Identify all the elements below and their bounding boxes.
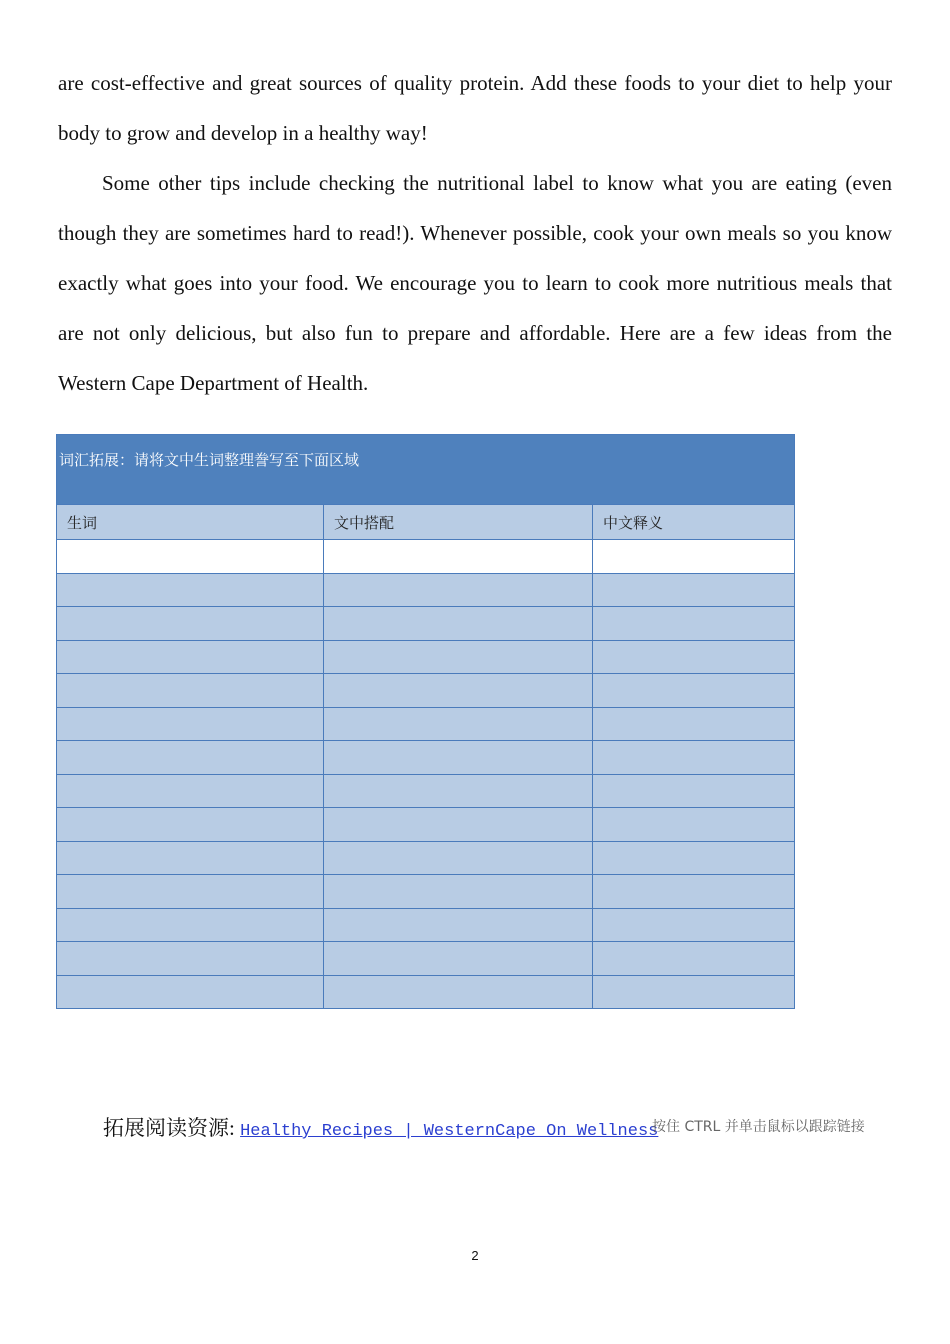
ctrl-click-tooltip: 按住 CTRL 并单击鼠标以跟踪链接 bbox=[652, 1119, 865, 1135]
meaning-cell[interactable] bbox=[593, 808, 795, 842]
word-cell[interactable] bbox=[57, 607, 324, 641]
body-paragraph-2: Some other tips include checking the nutritional label to know what you are eating (even though they are sometimes hard to read!). Whenever possible, cook your own meals so you know exactly what goes into your food. We encourage you to learn to cook more nutritious meals that are not only delicious, but also fun to prepare and affordable. Here are a few ideas from the Western Cape Department of Health. bbox=[58, 171, 892, 395]
vocab-row bbox=[57, 774, 795, 808]
word-cell[interactable] bbox=[57, 841, 324, 875]
word-cell[interactable] bbox=[57, 908, 324, 942]
meaning-cell[interactable] bbox=[593, 640, 795, 674]
vocab-row bbox=[57, 942, 795, 976]
vocab-row bbox=[57, 640, 795, 674]
collocation-cell[interactable] bbox=[324, 808, 593, 842]
vocab-row bbox=[57, 707, 795, 741]
meaning-cell[interactable] bbox=[593, 607, 795, 641]
word-cell[interactable] bbox=[57, 975, 324, 1009]
vocab-row bbox=[57, 875, 795, 909]
word-cell[interactable] bbox=[57, 674, 324, 708]
word-cell[interactable] bbox=[57, 942, 324, 976]
collocation-cell[interactable] bbox=[324, 607, 593, 641]
word-cell[interactable] bbox=[57, 707, 324, 741]
meaning-cell[interactable] bbox=[593, 774, 795, 808]
collocation-cell[interactable] bbox=[324, 640, 593, 674]
meaning-cell[interactable] bbox=[593, 942, 795, 976]
collocation-cell[interactable] bbox=[324, 674, 593, 708]
vocab-row bbox=[57, 908, 795, 942]
meaning-cell[interactable] bbox=[593, 674, 795, 708]
vocab-row bbox=[57, 975, 795, 1009]
collocation-cell[interactable] bbox=[324, 573, 593, 607]
collocation-cell[interactable] bbox=[324, 841, 593, 875]
vocab-row bbox=[57, 607, 795, 641]
header-chinese-meaning: 中文释义 bbox=[593, 505, 795, 540]
collocation-cell[interactable] bbox=[324, 540, 593, 574]
body-paragraph-1: are cost-effective and great sources of quality protein. Add these foods to your diet to help your body to grow and develop in a healthy way! bbox=[58, 71, 892, 145]
meaning-cell[interactable] bbox=[593, 540, 795, 574]
collocation-cell[interactable] bbox=[324, 707, 593, 741]
vocab-row bbox=[57, 741, 795, 775]
collocation-cell[interactable] bbox=[324, 774, 593, 808]
meaning-cell[interactable] bbox=[593, 573, 795, 607]
vocab-row bbox=[57, 573, 795, 607]
vocab-row bbox=[57, 540, 795, 574]
meaning-cell[interactable] bbox=[593, 908, 795, 942]
collocation-cell[interactable] bbox=[324, 942, 593, 976]
word-cell[interactable] bbox=[57, 640, 324, 674]
vocab-row bbox=[57, 808, 795, 842]
word-cell[interactable] bbox=[57, 741, 324, 775]
word-cell[interactable] bbox=[57, 808, 324, 842]
extended-reading-label: 拓展阅读资源: bbox=[103, 1116, 241, 1140]
header-collocation: 文中搭配 bbox=[324, 505, 593, 540]
word-cell[interactable] bbox=[57, 774, 324, 808]
word-cell[interactable] bbox=[57, 540, 324, 574]
healthy-recipes-link[interactable]: Healthy Recipes | WesternCape On Wellness bbox=[240, 1122, 659, 1141]
meaning-cell[interactable] bbox=[593, 875, 795, 909]
vocab-table-title: 词汇拓展：请将文中生词整理誊写至下面区域 bbox=[57, 435, 795, 505]
collocation-cell[interactable] bbox=[324, 875, 593, 909]
extended-reading bbox=[103, 1112, 658, 1142]
vocab-row bbox=[57, 841, 795, 875]
meaning-cell[interactable] bbox=[593, 975, 795, 1009]
vocab-row bbox=[57, 674, 795, 708]
meaning-cell[interactable] bbox=[593, 841, 795, 875]
collocation-cell[interactable] bbox=[324, 975, 593, 1009]
collocation-cell[interactable] bbox=[324, 741, 593, 775]
collocation-cell[interactable] bbox=[324, 908, 593, 942]
vocab-table bbox=[56, 434, 795, 1009]
word-cell[interactable] bbox=[57, 573, 324, 607]
page-number: 2 bbox=[471, 1248, 479, 1263]
header-new-word: 生词 bbox=[57, 505, 324, 540]
meaning-cell[interactable] bbox=[593, 741, 795, 775]
meaning-cell[interactable] bbox=[593, 707, 795, 741]
word-cell[interactable] bbox=[57, 875, 324, 909]
